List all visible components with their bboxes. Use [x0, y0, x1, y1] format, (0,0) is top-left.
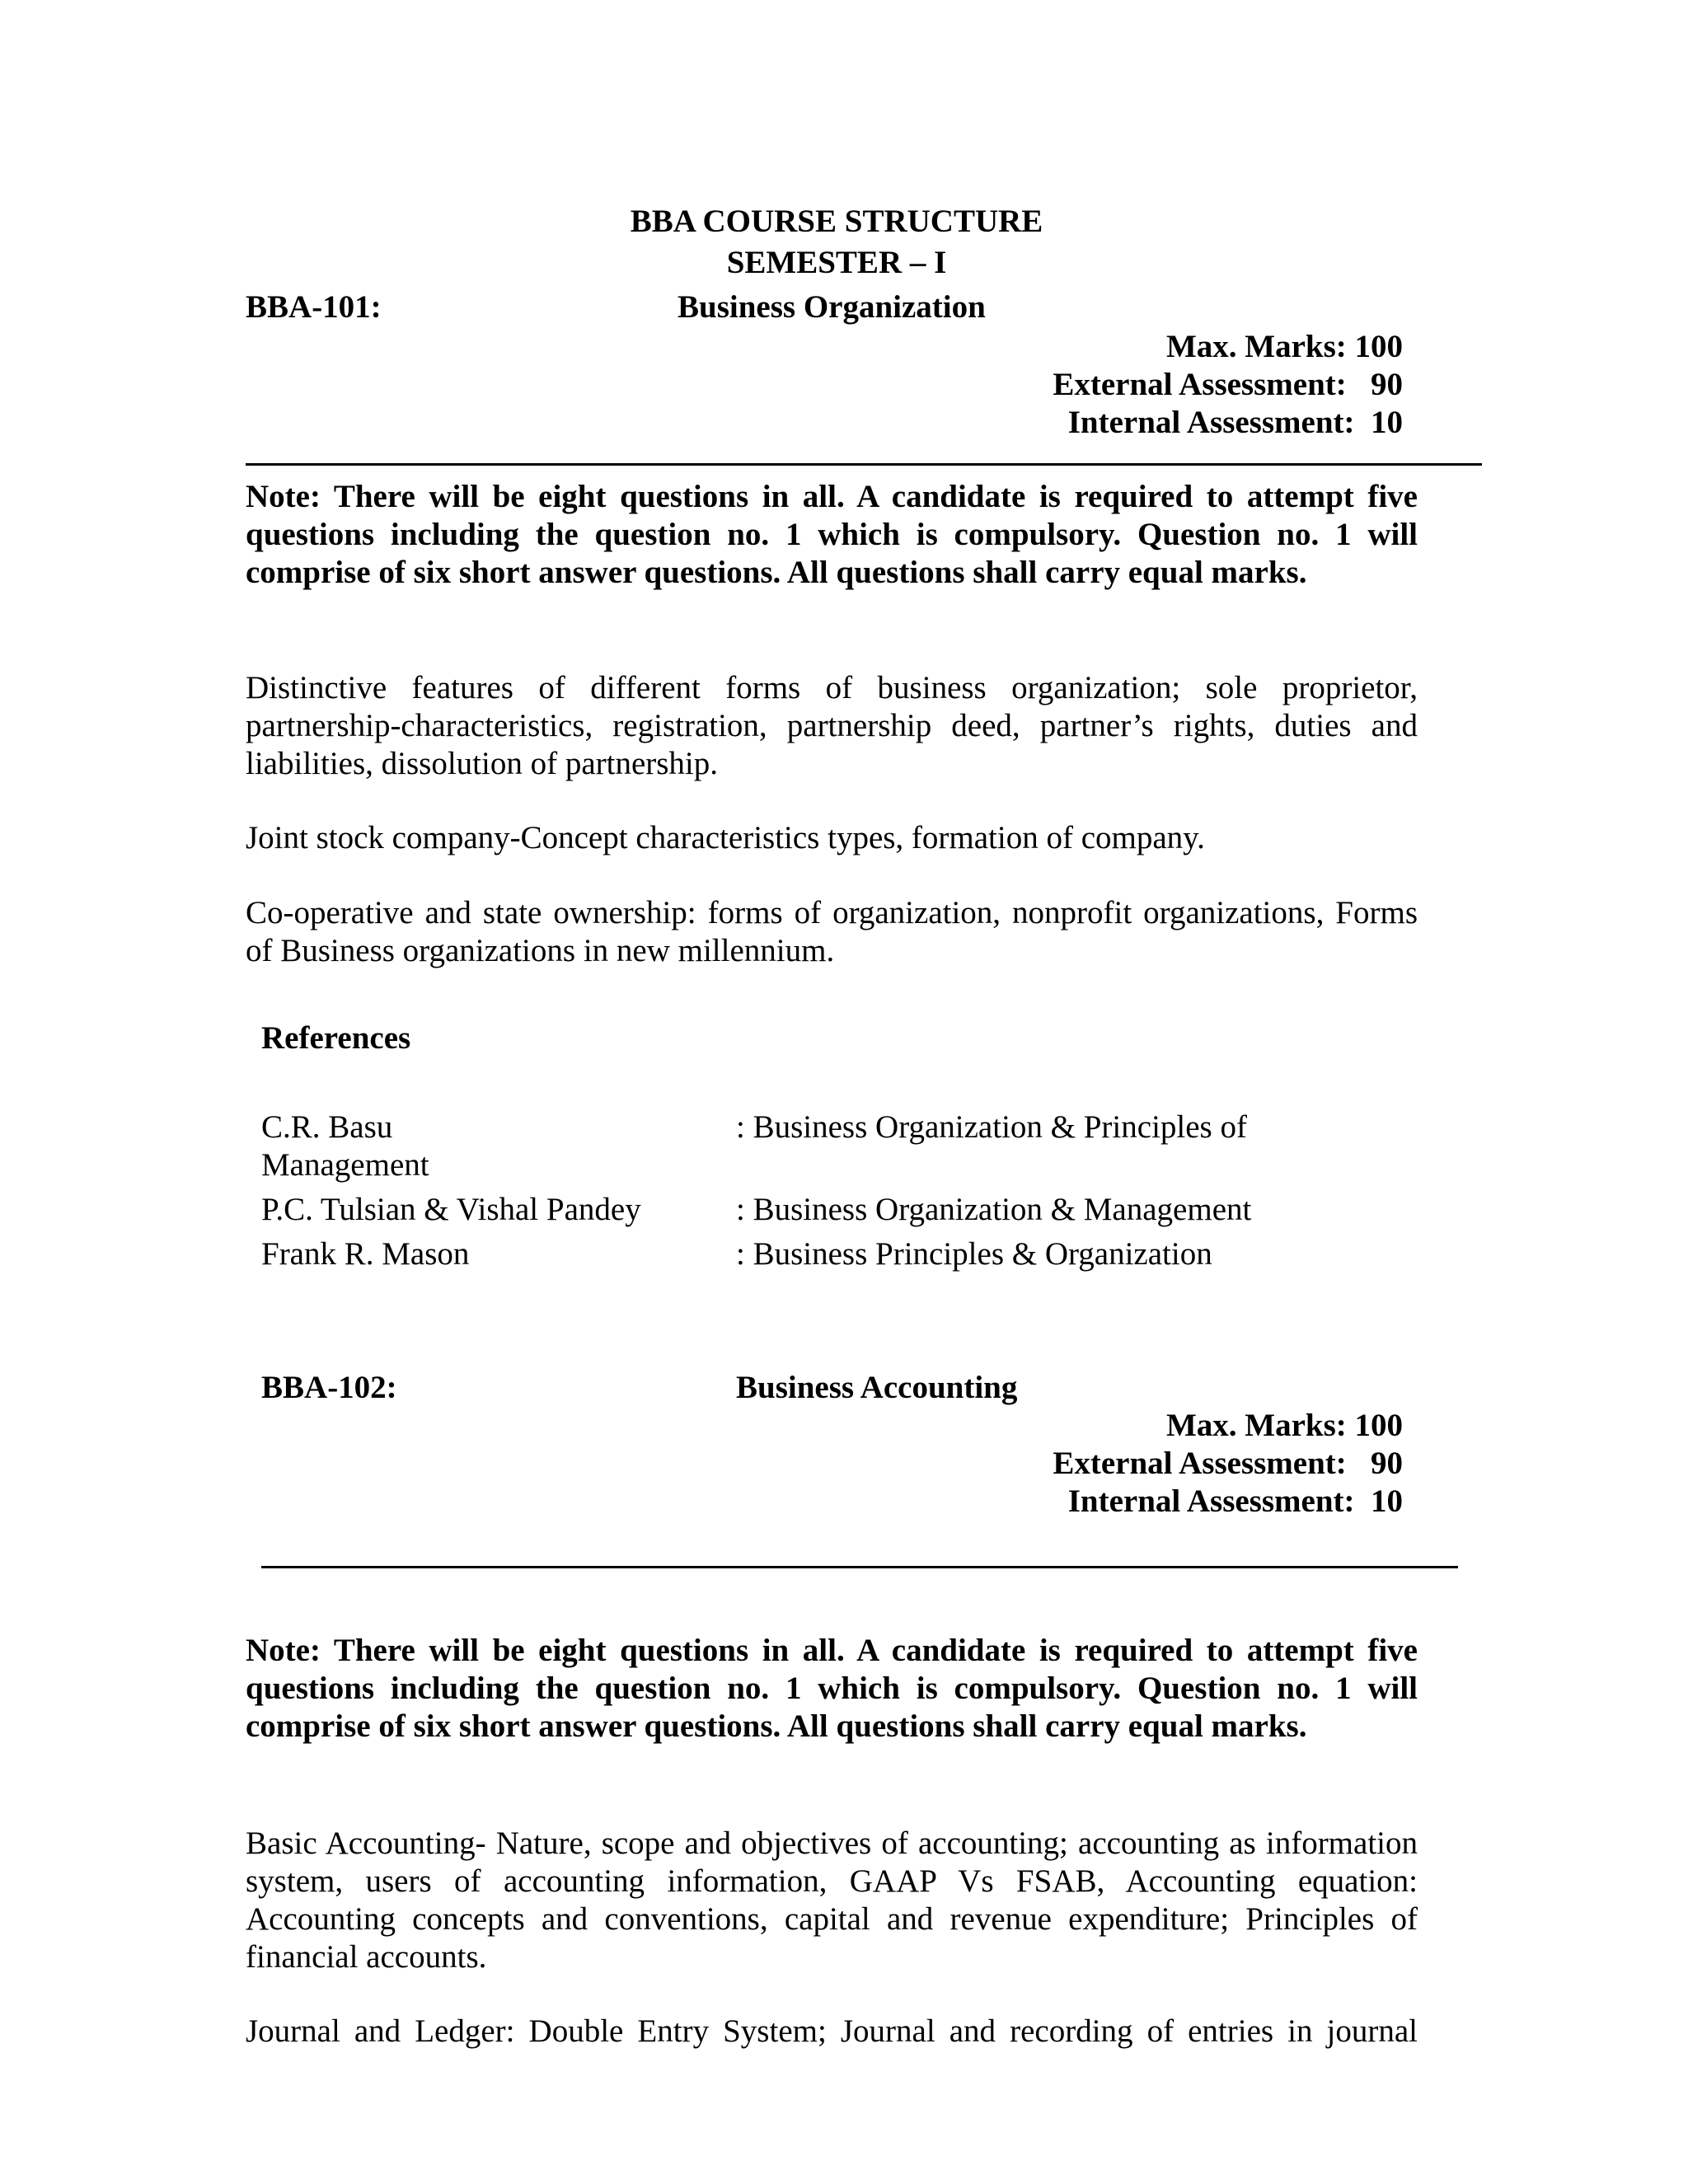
reference-title: : Business Principles & Organization — [736, 1236, 1212, 1272]
course2-max-marks: Max. Marks: 100 — [1165, 1408, 1403, 1443]
course1-paragraph-forms: Distinctive features of different forms of business organization; sole proprietor, partnership-characteristics, registration, partnership deed, partner’s rights, duties and liabilities, dissolution of partnership. — [246, 670, 1418, 781]
reference-author: Frank R. Mason — [261, 1236, 470, 1272]
reference-title-continuation: Management — [261, 1147, 429, 1183]
course2-external-assessment: External Assessment: 90 — [1053, 1446, 1403, 1481]
course1-external-assessment: External Assessment: 90 — [1053, 367, 1403, 402]
reference-author: P.C. Tulsian & Vishal Pandey — [261, 1192, 641, 1227]
course2-note: Note: There will be eight questions in all. A candidate is required to attempt five questions including the question no. 1 which is compulsory. Question no. 1 will comprise of six short answer questions. All questions shall carry equal marks. — [246, 1633, 1418, 1744]
course1-divider — [246, 463, 1482, 466]
reference-author: C.R. Basu — [261, 1109, 393, 1145]
course1-note: Note: There will be eight questions in all. A candidate is required to attempt five questions including the question no. 1 which is compulsory. Question no. 1 will comprise of six short answer questions. All questions shall carry equal marks. — [246, 479, 1418, 590]
course2-internal-assessment: Internal Assessment: 10 — [1067, 1483, 1403, 1519]
course2-paragraph-journal-ledger: Journal and Ledger: Double Entry System; Journal and recording of entries in journal — [246, 2013, 1418, 2049]
course2-name: Business Accounting — [736, 1370, 1018, 1405]
course2-code: BBA-102: — [261, 1370, 397, 1405]
course1-paragraph-cooperative: Co-operative and state ownership: forms of organization, nonprofit organizations, Forms of Business organizations in new millennium. — [246, 895, 1418, 968]
course2-paragraph-basic-accounting: Basic Accounting- Nature, scope and objectives of accounting; accounting as information system, users of accounting information, GAAP Vs FSAB, Accounting equation: Accounting concepts and conventions, capital and revenue expenditure; Principles of financial accounts. — [246, 1825, 1418, 1975]
course1-paragraph-joint-stock: Joint stock company-Concept characteristics types, formation of company. — [246, 820, 1205, 855]
course2-divider — [261, 1566, 1458, 1568]
reference-title: : Business Organization & Principles of — [736, 1109, 1247, 1145]
semester-title: SEMESTER – I — [726, 245, 947, 280]
course1-internal-assessment: Internal Assessment: 10 — [1067, 405, 1403, 440]
references-heading: References — [261, 1020, 411, 1056]
reference-title: : Business Organization & Management — [736, 1192, 1252, 1227]
course1-code: BBA-101: — [246, 289, 382, 325]
course1-name: Business Organization — [678, 289, 986, 325]
course1-max-marks: Max. Marks: 100 — [1165, 329, 1403, 364]
course-structure-title: BBA COURSE STRUCTURE — [630, 204, 1043, 239]
